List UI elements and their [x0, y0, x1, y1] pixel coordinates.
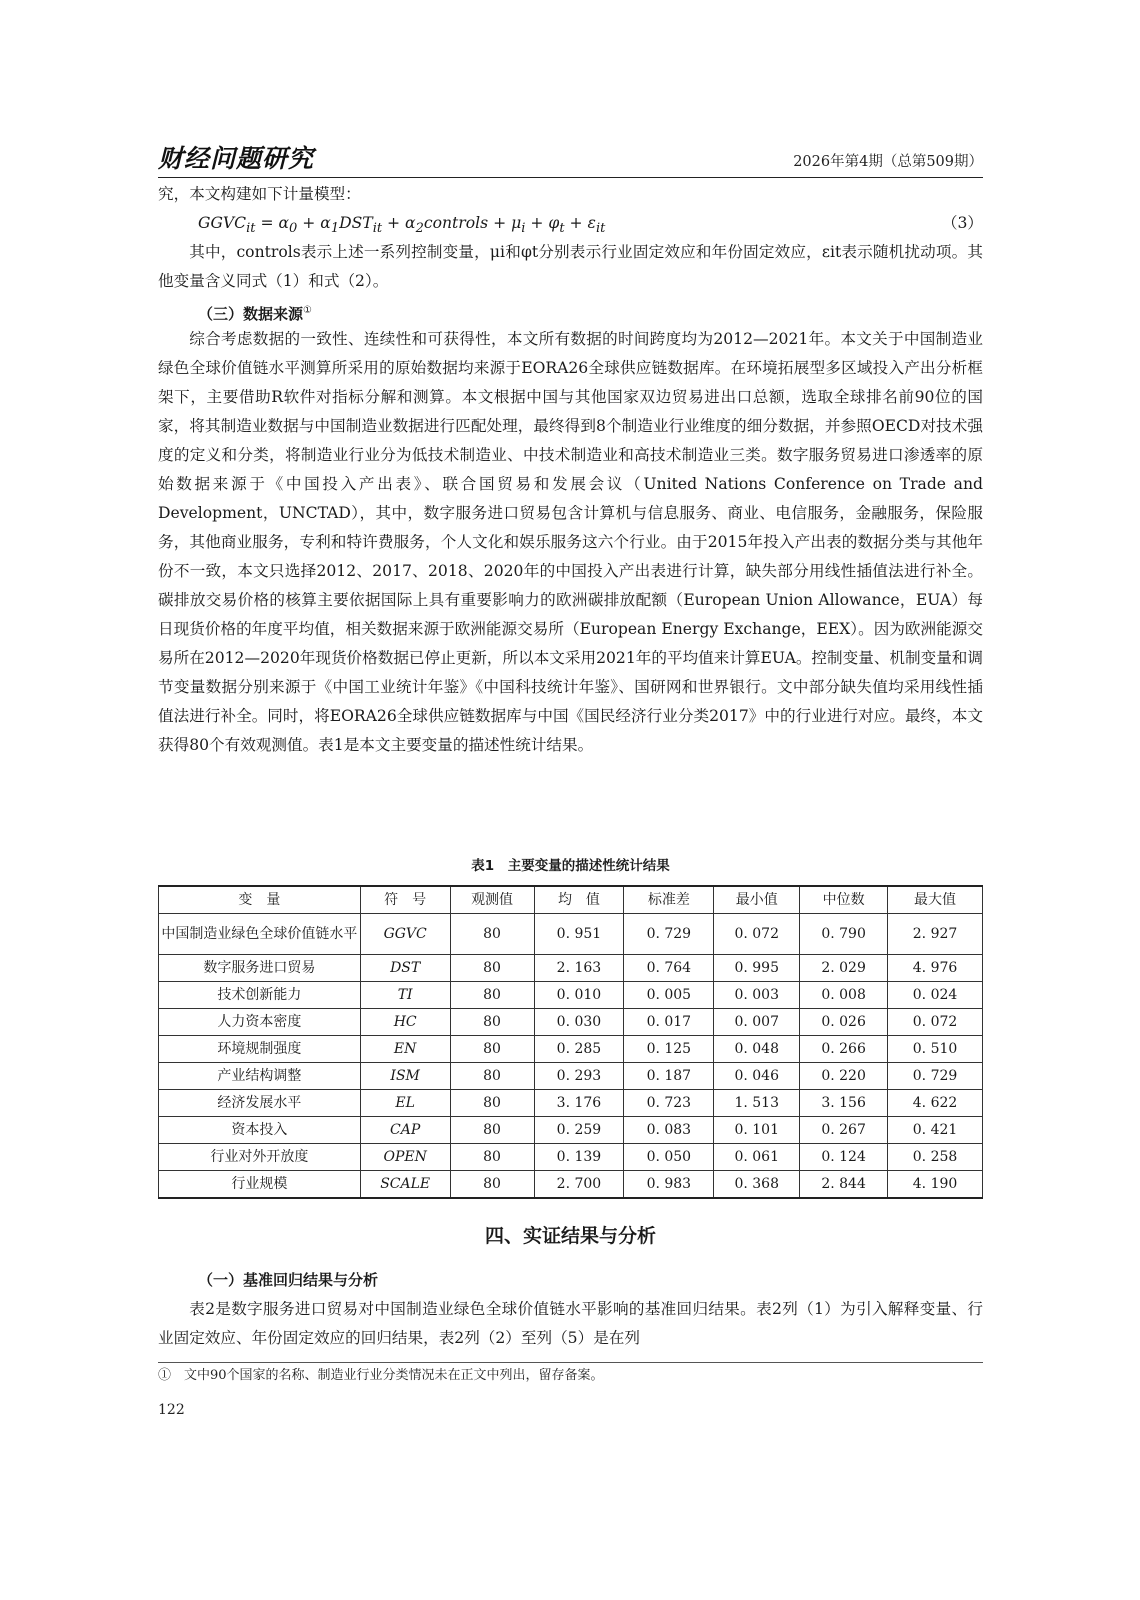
value-cell: 0. 030: [534, 1009, 624, 1036]
paragraph-text: 其中，controls表示上述一系列控制变量，μi和φt分别表示行业固定效应和年份固定效应，εit表示随机扰动项。其他变量含义同式（1）和式（2）。: [158, 243, 983, 290]
value-cell: 80: [450, 1009, 534, 1036]
paragraph-text: 综合考虑数据的一致性、连续性和可获得性，本文所有数据的时间跨度均为2012—2021年。本文关于中国制造业绿色全球价值链水平测算所采用的原始数据均来源于EORA26全球供应链数据库。在环境拓展型多区域投入产出分析框架下，主要借助R软件对指标分解和测算。本文根据中国与其他国家双边贸易进出口总额，选取全球排名前90位的国家，将其制造业数据与中国制造业数据进行匹配处理，最终得到8个制造业行业维度的细分数据，并参照OECD对技术强度的定义和分类，将制造业行业分为低技术制造业、中技术制造业和高技术制造业三类。数字服务贸易进口渗透率的原始数据来源于《中国投入产出表》、联合国贸易和发展会议（United Nations Conference on Trade and Development，UNCTAD），其中，数字服务进口贸易包含计算机与信息服务、商业、电信服务，金融服务，保险服务，其他商业服务，专利和特许费服务，个人文化和娱乐服务这六个行业。由于2015年投入产出表的数据分类与其他年份不一致，本文只选择2012、2017、2018、2020年的中国投入产出表进行计算，缺失部分用线性插值法进行补全。碳排放交易价格的核算主要依据国际上具有重要影响力的欧洲碳排放配额（European Union Allowance，EUA）每日现货价格的年度平均值，相关数据来源于欧洲能源交易所（European Energy Exchange，EEX）。因为欧洲能源交易所在2012—2020年现货价格数据已停止更新，所以本文采用2021年的平均值来计算EUA。控制变量、机制变量和调节变量数据分别来源于《中国工业统计年鉴》《中国科技统计年鉴》、国研网和世界银行。文中部分缺失值均采用线性插值法进行补全。同时，将EORA26全球供应链数据库与中国《国民经济行业分类2017》中的行业进行对应。最终，本文获得80个有效观测值。表1是本文主要变量的描述性统计结果。: [158, 330, 983, 754]
symbol-cell: EN: [360, 1036, 450, 1063]
value-cell: 0. 995: [714, 955, 800, 982]
value-cell: 80: [450, 955, 534, 982]
equation-3: [198, 209, 983, 238]
page-number: 122: [158, 1402, 185, 1418]
value-cell: 0. 266: [800, 1036, 888, 1063]
value-cell: 2. 844: [800, 1171, 888, 1199]
value-cell: 1. 513: [714, 1090, 800, 1117]
value-cell: 0. 124: [800, 1144, 888, 1171]
variable-name-cell: 环境规制强度: [159, 1036, 361, 1063]
table-row: [159, 982, 983, 1009]
value-cell: 80: [450, 982, 534, 1009]
value-cell: 80: [450, 1117, 534, 1144]
col-header: 最小值: [714, 886, 800, 914]
value-cell: 0. 421: [888, 1117, 983, 1144]
symbol-cell: EL: [360, 1090, 450, 1117]
value-cell: 4. 622: [888, 1090, 983, 1117]
value-cell: 0. 729: [888, 1063, 983, 1090]
col-header: 最大值: [888, 886, 983, 914]
variable-name-cell: 人力资本密度: [159, 1009, 361, 1036]
col-header: 标准差: [624, 886, 714, 914]
value-cell: 0. 790: [800, 914, 888, 955]
value-cell: 0. 072: [888, 1009, 983, 1036]
value-cell: 2. 700: [534, 1171, 624, 1199]
descriptive-stats-table: [158, 885, 983, 1199]
symbol-cell: OPEN: [360, 1144, 450, 1171]
table-row: [159, 1090, 983, 1117]
variable-name-cell: 资本投入: [159, 1117, 361, 1144]
value-cell: 0. 285: [534, 1036, 624, 1063]
value-cell: 0. 026: [800, 1009, 888, 1036]
value-cell: 3. 176: [534, 1090, 624, 1117]
value-cell: 0. 046: [714, 1063, 800, 1090]
col-header: 均 值: [534, 886, 624, 914]
value-cell: 0. 003: [714, 982, 800, 1009]
symbol-cell: DST: [360, 955, 450, 982]
value-cell: 0. 072: [714, 914, 800, 955]
value-cell: 80: [450, 1144, 534, 1171]
value-cell: 2. 927: [888, 914, 983, 955]
variable-name-cell: 经济发展水平: [159, 1090, 361, 1117]
chapter-heading: 四、实证结果与分析: [484, 1225, 656, 1247]
variable-name-cell: 行业规模: [159, 1171, 361, 1199]
table-title: 表1 主要变量的描述性统计结果: [471, 858, 670, 874]
paragraph-text: 表2是数字服务进口贸易对中国制造业绿色全球价值链水平影响的基准回归结果。表2列（1）为引入解释变量、行业固定效应、年份固定效应的回归结果，表2列（2）至列（5）是在列: [158, 1300, 983, 1347]
value-cell: 0. 024: [888, 982, 983, 1009]
paragraph-data-source: [158, 325, 983, 760]
table-row: [159, 1117, 983, 1144]
value-cell: 0. 007: [714, 1009, 800, 1036]
value-cell: 0. 017: [624, 1009, 714, 1036]
variable-name-cell: 行业对外开放度: [159, 1144, 361, 1171]
value-cell: 0. 125: [624, 1036, 714, 1063]
value-cell: 0. 139: [534, 1144, 624, 1171]
value-cell: 0. 259: [534, 1117, 624, 1144]
value-cell: 0. 008: [800, 982, 888, 1009]
table-row: [159, 1009, 983, 1036]
footnote-marker: ①: [303, 305, 312, 316]
value-cell: 2. 029: [800, 955, 888, 982]
value-cell: 80: [450, 1036, 534, 1063]
value-cell: 4. 190: [888, 1171, 983, 1199]
symbol-cell: GGVC: [360, 914, 450, 955]
value-cell: 0. 951: [534, 914, 624, 955]
value-cell: 0. 005: [624, 982, 714, 1009]
col-header: 变 量: [159, 886, 361, 914]
variable-name-cell: 产业结构调整: [159, 1063, 361, 1090]
intro-line: 究，本文构建如下计量模型：: [158, 185, 361, 203]
value-cell: 0. 293: [534, 1063, 624, 1090]
variable-name-cell: 技术创新能力: [159, 982, 361, 1009]
value-cell: 0. 083: [624, 1117, 714, 1144]
value-cell: 0. 983: [624, 1171, 714, 1199]
table-row: [159, 914, 983, 955]
value-cell: 3. 156: [800, 1090, 888, 1117]
value-cell: 80: [450, 1171, 534, 1199]
journal-logo: 财经问题研究: [158, 144, 315, 173]
value-cell: 0. 187: [624, 1063, 714, 1090]
table-row: [159, 955, 983, 982]
value-cell: 80: [450, 1090, 534, 1117]
table-row: [159, 1036, 983, 1063]
paragraph-baseline: [158, 1295, 983, 1353]
footnote-rule: [158, 1362, 983, 1363]
table-row: [159, 1171, 983, 1199]
equation-number: （3）: [941, 214, 983, 232]
paragraph-variables: [158, 238, 983, 296]
variable-name-cell: 数字服务进口贸易: [159, 955, 361, 982]
table-row: [159, 1144, 983, 1171]
page-header: [158, 139, 983, 175]
value-cell: 0. 764: [624, 955, 714, 982]
equation-text: $GGVC_{it} = \alpha_0 + \alpha_1DST_{it}$ + $\alpha_2controls + \mu_i + \varphi_t + \varepsilon_{it}$: [198, 214, 606, 237]
header-rule: [158, 177, 983, 178]
symbol-cell: SCALE: [360, 1171, 450, 1199]
value-cell: 2. 163: [534, 955, 624, 982]
symbol-cell: HC: [360, 1009, 450, 1036]
value-cell: 0. 010: [534, 982, 624, 1009]
symbol-cell: TI: [360, 982, 450, 1009]
value-cell: 80: [450, 914, 534, 955]
value-cell: 0. 258: [888, 1144, 983, 1171]
value-cell: 0. 267: [800, 1117, 888, 1144]
section-title: （三）数据来源: [198, 305, 304, 323]
value-cell: 0. 050: [624, 1144, 714, 1171]
section-heading-baseline: （一）基准回归结果与分析: [198, 1271, 379, 1289]
table-header-row: [159, 886, 983, 914]
value-cell: 0. 220: [800, 1063, 888, 1090]
table-row: [159, 1063, 983, 1090]
value-cell: 0. 723: [624, 1090, 714, 1117]
value-cell: 4. 976: [888, 955, 983, 982]
symbol-cell: CAP: [360, 1117, 450, 1144]
col-header: 观测值: [450, 886, 534, 914]
issue-info: 2026年第4期（总第509期）: [793, 154, 983, 170]
value-cell: 0. 729: [624, 914, 714, 955]
value-cell: 0. 101: [714, 1117, 800, 1144]
variable-name-cell: 中国制造业绿色全球价值链水平: [159, 914, 361, 955]
col-header: 符 号: [360, 886, 450, 914]
value-cell: 80: [450, 1063, 534, 1090]
value-cell: 0. 510: [888, 1036, 983, 1063]
symbol-cell: ISM: [360, 1063, 450, 1090]
value-cell: 0. 048: [714, 1036, 800, 1063]
footnote: ① 文中90个国家的名称、制造业行业分类情况未在正文中列出，留存备案。: [158, 1368, 604, 1383]
col-header: 中位数: [800, 886, 888, 914]
value-cell: 0. 061: [714, 1144, 800, 1171]
value-cell: 0. 368: [714, 1171, 800, 1199]
